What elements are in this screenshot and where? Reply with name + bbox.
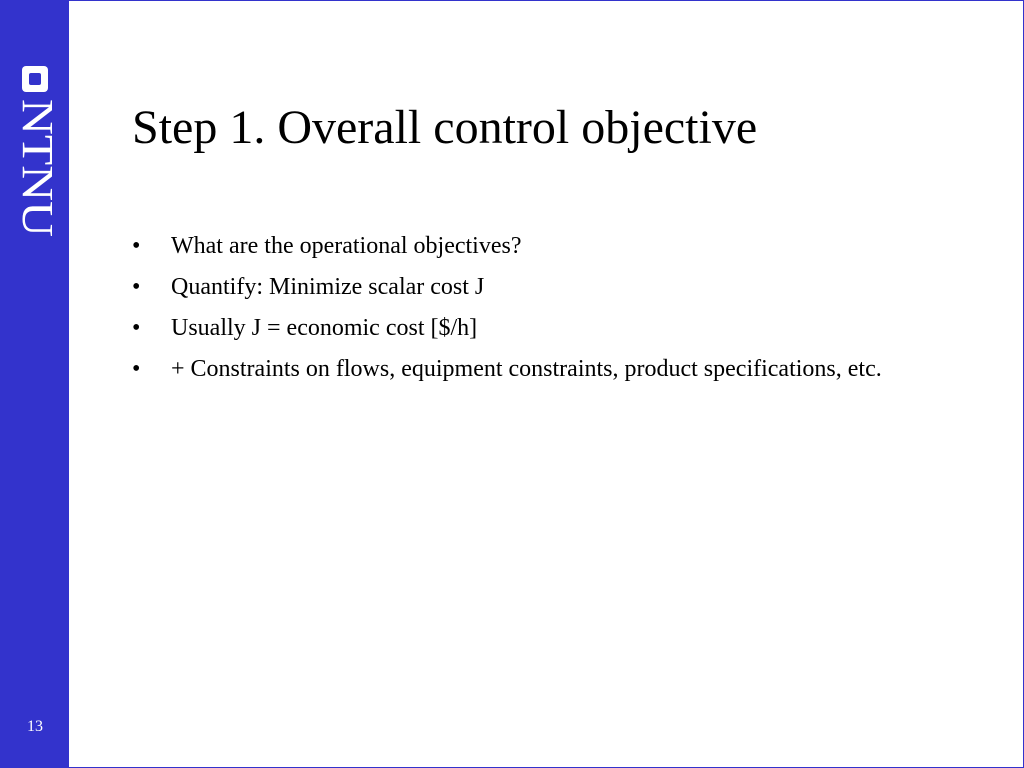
- ntnu-logo-text: [13, 99, 62, 239]
- logo-text: NTNU: [13, 99, 62, 222]
- sidebar: [1, 1, 69, 767]
- bullet-marker: •: [132, 233, 141, 259]
- bullet-item: [132, 229, 992, 263]
- slide-title: Step 1. Overall control objective: [132, 101, 758, 154]
- ntnu-logo-icon: [21, 65, 49, 93]
- bullet-marker: •: [132, 274, 141, 300]
- bullet-item: [132, 270, 992, 304]
- bullet-item: [132, 311, 992, 345]
- bullet-item: [132, 352, 992, 386]
- bullet-list: [132, 229, 992, 393]
- bullet-text: What are the operational objectives?: [171, 233, 522, 259]
- bullet-text: Usually J = economic cost [$/h]: [171, 315, 478, 341]
- bullet-text: Quantify: Minimize scalar cost J: [171, 274, 485, 300]
- page-number: 13: [27, 718, 43, 735]
- bullet-text: + Constraints on flows, equipment constraints, product specifications, etc.: [171, 356, 882, 382]
- bullet-marker: •: [132, 315, 141, 341]
- bullet-marker: •: [132, 356, 141, 382]
